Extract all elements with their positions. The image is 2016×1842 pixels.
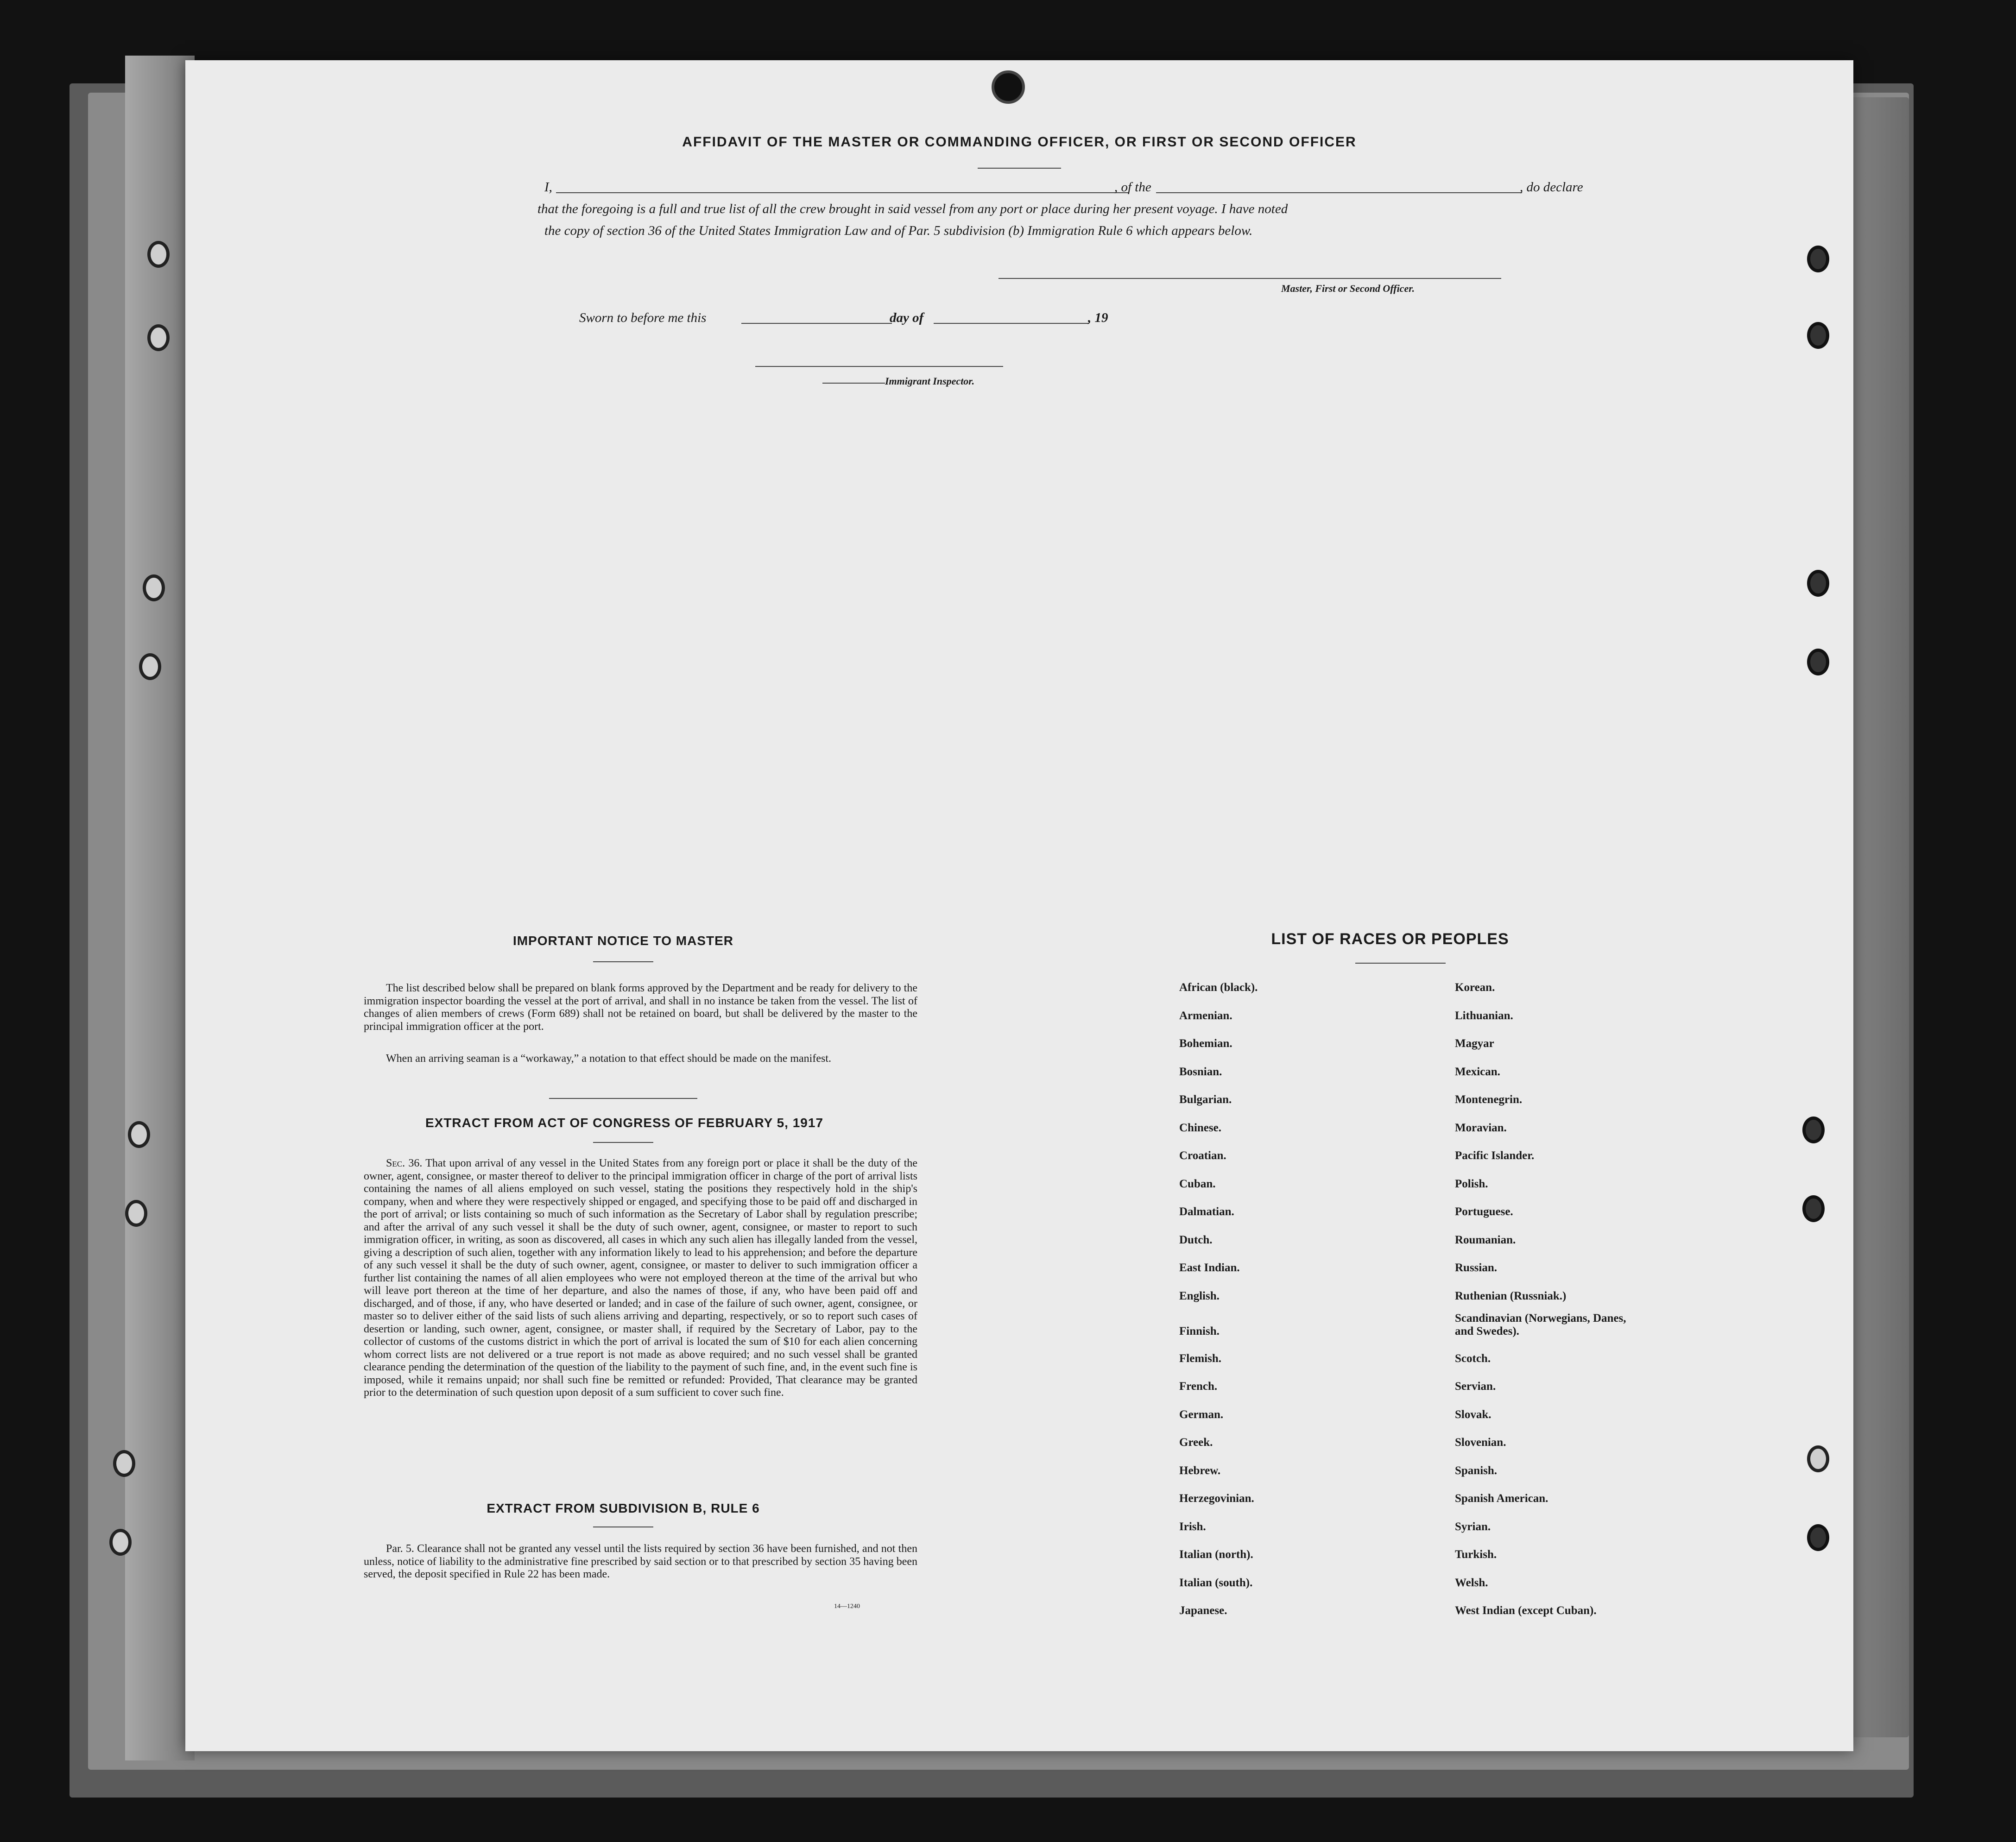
notice-paragraph-1: The list described below shall be prepared on blank forms approved by the Department and be ready for delivery to the immigration inspector boarding the vessel at the port of arrival, and shall in no instance be taken from the vessel. The list of changes of alien members of crews (Form 689) shall not be retained on board, but shall be delivered by the master to the principal immigration officer at the port. xyxy=(364,982,917,1033)
race-item: Pacific Islander. xyxy=(1455,1149,1535,1162)
race-item: Italian (north). xyxy=(1179,1548,1253,1561)
affidavit-title: AFFIDAVIT OF THE MASTER OR COMMANDING OFFICER, OR FIRST OR SECOND OFFICER xyxy=(682,134,1357,150)
inspector-caption: Immigrant Inspector. xyxy=(885,375,975,387)
race-item: English. xyxy=(1179,1289,1220,1302)
race-item: French. xyxy=(1179,1380,1218,1393)
notice-divider xyxy=(593,961,653,962)
act-extract-divider xyxy=(593,1142,653,1143)
punch-hole-icon xyxy=(147,324,170,351)
punch-hole-icon xyxy=(1807,1445,1829,1472)
race-item: Dalmatian. xyxy=(1179,1205,1234,1218)
race-item: German. xyxy=(1179,1408,1224,1421)
race-item: Herzegovinian. xyxy=(1179,1492,1254,1505)
punch-hole-icon xyxy=(1802,1195,1825,1222)
race-item: Cuban. xyxy=(1179,1177,1216,1190)
punch-hole-icon xyxy=(1807,649,1829,675)
race-item: Roumanian. xyxy=(1455,1233,1516,1246)
race-item: Magyar xyxy=(1455,1037,1494,1050)
race-item: Montenegrin. xyxy=(1455,1093,1523,1106)
race-item: West Indian (except Cuban). xyxy=(1455,1604,1597,1617)
punch-hole-icon xyxy=(113,1450,135,1477)
race-item: Hebrew. xyxy=(1179,1464,1221,1477)
race-item: Lithuanian. xyxy=(1455,1009,1513,1022)
punch-hole-icon xyxy=(1807,1524,1829,1551)
sworn-month-blank xyxy=(934,323,1089,324)
race-item: Servian. xyxy=(1455,1380,1496,1393)
race-item: Scandinavian (Norwegians, Danes, and Swedes). xyxy=(1455,1312,1626,1337)
affidavit-statement-line: the copy of section 36 of the United States Immigration Law and of Par. 5 subdivision (b) Immigration Rule 6 which appears below. xyxy=(544,223,1253,238)
document-page xyxy=(185,60,1853,1751)
race-item: Finnish. xyxy=(1179,1325,1220,1337)
rule-extract-heading: EXTRACT FROM SUBDIVISION B, RULE 6 xyxy=(487,1501,760,1515)
act-extract-heading: EXTRACT FROM ACT OF CONGRESS OF FEBRUARY 5, 1917 xyxy=(425,1116,824,1130)
punch-hole-icon xyxy=(139,653,161,680)
race-item: Moravian. xyxy=(1455,1121,1507,1134)
race-item: Flemish. xyxy=(1179,1352,1221,1365)
notice-heading: IMPORTANT NOTICE TO MASTER xyxy=(512,934,734,948)
master-signature-caption: Master, First or Second Officer. xyxy=(1281,283,1415,294)
race-item: Armenian. xyxy=(1179,1009,1232,1022)
affidavit-of-the-label: , of the xyxy=(1114,180,1151,195)
punch-hole-icon xyxy=(143,574,165,601)
affidavit-i-label: I, xyxy=(544,180,552,195)
race-item: Portuguese. xyxy=(1455,1205,1513,1218)
notice-paragraph-2: When an arriving seaman is a “workaway,” a notation to that effect should be made on the manifest. xyxy=(386,1053,831,1065)
race-item: African (black). xyxy=(1179,981,1258,994)
race-item: Irish. xyxy=(1179,1520,1206,1533)
punch-hole-icon xyxy=(128,1121,150,1148)
section-36-text: Sec. 36. That upon arrival of any vessel in the United States from any foreign port or place it shall be the duty of the owner, agent, consignee, or master thereof to deliver to the principal immigration officer in charge of the port of arrival lists containing the names of all aliens employed on such vessel, stating the positions they respectively hold in the ship's company, when and where they were respectively shipped or engaged, and specifying those to be paid off and discharged in the port of arrival; or lists containing so much of such information as the Secretary of Labor shall by regulation prescribe; and after the arrival of any such vessel it shall be the duty of such owner, agent, consignee, or master to report to such immigration officer, in writing, as soon as discovered, all cases in which any such alien has illegally landed from the vessel, giving a description of such alien, together with any information likely to lead to his apprehension; and before the departure of any such vessel it shall be the duty of such owner, agent, consignee, or master to deliver to such immigration officer a further list containing the names of all alien employees who were not employed thereon at the time of the arrival but who will leave port thereon at the time of her departure, and also the names of those, if any, who have been paid off and discharged, and of those, if any, who have deserted or landed; and in case of the failure of such owner, agent, consignee, or master so to deliver either of the said lists of such aliens arriving and departing, respectively, or so to report such cases of desertion or landing, such owner, agent, consignee, or master shall, if required by the Secretary of Labor, pay to the collector of customs of the customs district in which the port of arrival is located the sum of $10 for each alien concerning whom correct lists are not delivered or a true report is not made as above required; and no such vessel shall be granted clearance pending the determination of the question of the liability to the payment of such fine, and, in the event such fine is imposed, while it remains unpaid; nor shall such fine be remitted or refunded: Provided, That clearance may be granted prior to the determination of such question upon deposit of a sum sufficient to cover such fine. xyxy=(364,1157,917,1399)
race-item: Dutch. xyxy=(1179,1233,1213,1246)
race-item: Russian. xyxy=(1455,1262,1498,1274)
race-item: Welsh. xyxy=(1455,1576,1488,1589)
form-number: 14—1240 xyxy=(834,1603,860,1610)
grommet-icon xyxy=(992,70,1025,104)
race-item: Mexican. xyxy=(1455,1065,1500,1078)
inspector-short-line xyxy=(822,383,885,384)
master-signature-line xyxy=(999,278,1501,279)
race-item: Slovak. xyxy=(1455,1408,1491,1421)
name-blank-line xyxy=(556,192,1128,193)
affidavit-declare-label: , do declare xyxy=(1520,180,1583,195)
race-item: Spanish American. xyxy=(1455,1492,1548,1505)
race-item: Syrian. xyxy=(1455,1520,1491,1533)
race-item: Italian (south). xyxy=(1179,1576,1253,1589)
day-of-label: day of xyxy=(890,310,924,325)
title-divider xyxy=(978,168,1061,169)
race-item: Chinese. xyxy=(1179,1121,1221,1134)
race-item: Bohemian. xyxy=(1179,1037,1232,1050)
race-item: Slovenian. xyxy=(1455,1436,1506,1449)
punch-hole-icon xyxy=(109,1529,132,1556)
race-item: Scotch. xyxy=(1455,1352,1491,1365)
race-item: Polish. xyxy=(1455,1177,1488,1190)
race-item: Greek. xyxy=(1179,1436,1213,1449)
race-item: Croatian. xyxy=(1179,1149,1226,1162)
race-item: Ruthenian (Russniak.) xyxy=(1455,1289,1567,1302)
race-item: Turkish. xyxy=(1455,1548,1497,1561)
binder-strip xyxy=(125,56,195,1760)
punch-hole-icon xyxy=(1807,322,1829,349)
punch-hole-icon xyxy=(125,1200,147,1227)
race-item: Bosnian. xyxy=(1179,1065,1222,1078)
punch-hole-icon xyxy=(1807,246,1829,272)
race-item: Japanese. xyxy=(1179,1604,1227,1617)
inspector-signature-line xyxy=(755,366,1003,367)
races-heading: LIST OF RACES OR PEOPLES xyxy=(1271,930,1509,948)
race-item: Spanish. xyxy=(1455,1464,1498,1477)
sworn-label: Sworn to before me this xyxy=(579,310,707,325)
punch-hole-icon xyxy=(147,241,170,268)
section-divider xyxy=(549,1098,697,1099)
paragraph-5-text: Par. 5. Clearance shall not be granted any vessel until the lists required by section 36 have been furnished, and not then unless, notice of liability to the administrative fine prescribed by said section or to that prescribed by section 35 having been served, the deposit specified in Rule 22 has been made. xyxy=(364,1543,917,1580)
vessel-blank-line xyxy=(1156,192,1522,193)
punch-hole-icon xyxy=(1807,570,1829,597)
race-item: East Indian. xyxy=(1179,1262,1240,1274)
year-label: , 19 xyxy=(1088,310,1108,325)
race-item: Bulgarian. xyxy=(1179,1093,1232,1106)
races-divider xyxy=(1355,963,1446,964)
affidavit-statement-line: that the foregoing is a full and true list of all the crew brought in said vessel from any port or place during her present voyage. I have noted xyxy=(537,202,1288,216)
race-item: Korean. xyxy=(1455,981,1495,994)
punch-hole-icon xyxy=(1802,1117,1825,1143)
sworn-day-blank xyxy=(741,323,892,324)
